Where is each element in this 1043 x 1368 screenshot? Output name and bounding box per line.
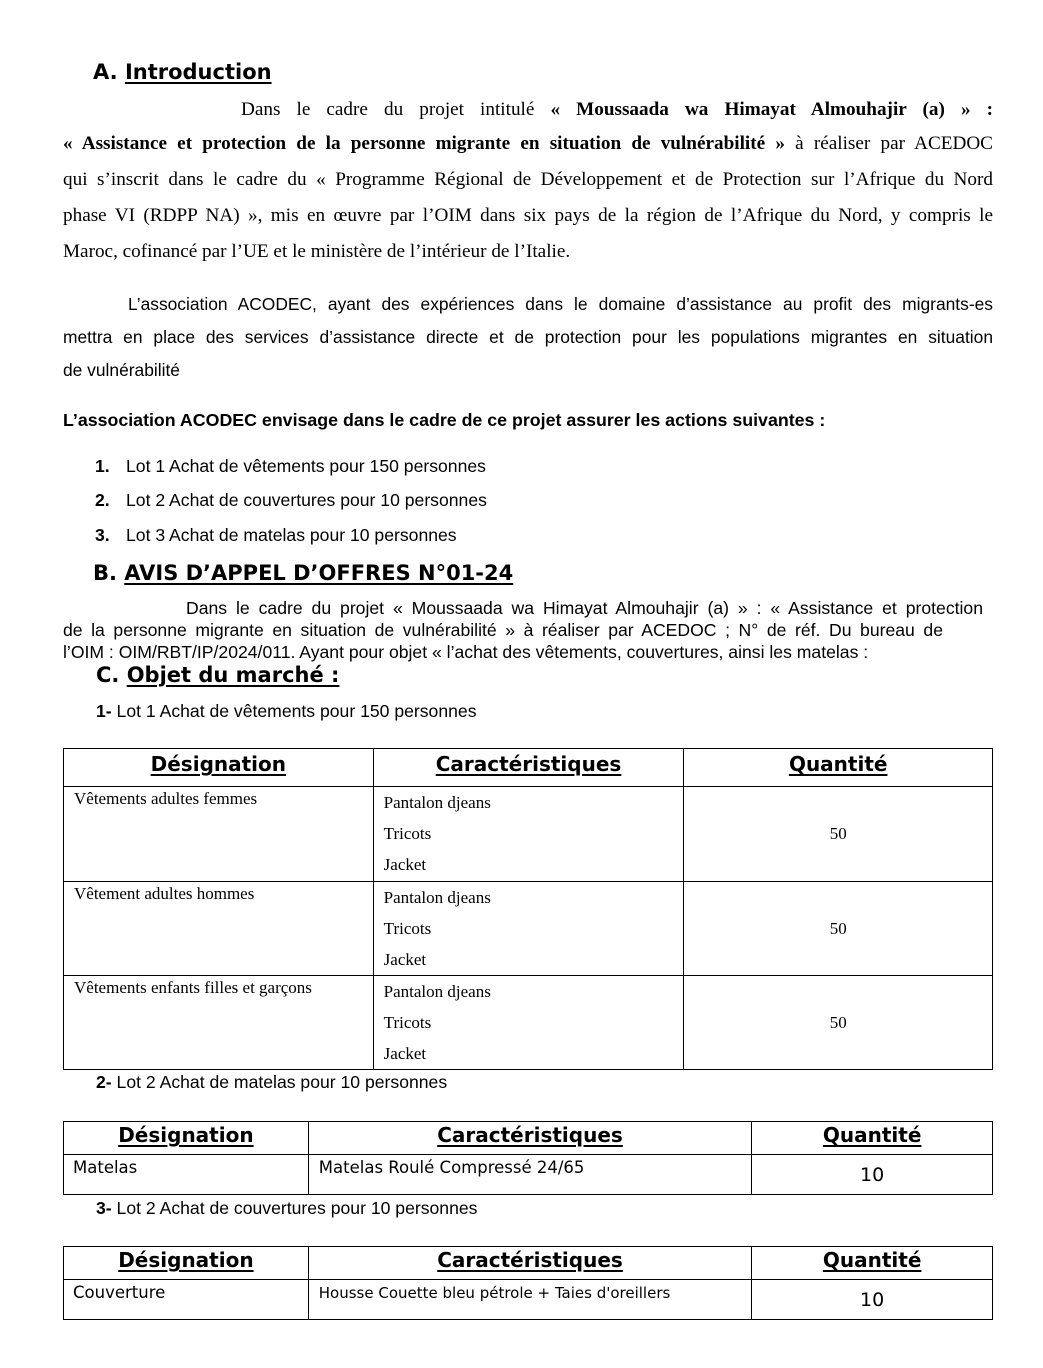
characteristics-cell [373, 976, 684, 1070]
lot1-table [63, 748, 993, 1070]
characteristics-text: Matelas Roulé Compressé 24/65 [318, 1158, 585, 1177]
table-header-row [64, 749, 993, 787]
designation-cell [64, 1280, 309, 1320]
intro-line-1 [241, 92, 993, 128]
characteristic-item: Pantalon djeans [383, 793, 491, 812]
list-item [95, 490, 487, 511]
header-caracteristiques: Caractéristiques [308, 1247, 751, 1280]
project-subtitle-bold: « Assistance et protection de la personne migrante en situation de vulnérabilité » [63, 133, 785, 154]
characteristic-item: Tricots [383, 919, 432, 938]
intro-line-2-text: à réaliser par ACEDOC [784, 133, 993, 154]
header-designation: Désignation [64, 1122, 309, 1155]
header-designation: Désignation [64, 1247, 309, 1280]
characteristics-cell [373, 882, 684, 976]
lot3-title [96, 1198, 477, 1219]
quantity-text: 10 [860, 1288, 885, 1311]
table-row [64, 976, 993, 1070]
list-item [95, 525, 457, 546]
section-c-title: Objet du marché : [126, 663, 340, 687]
header-caracteristiques: Caractéristiques [373, 749, 684, 787]
lot2-title-text: Lot 2 Achat de matelas pour 10 personnes [116, 1072, 448, 1092]
quantity-cell [752, 1155, 993, 1195]
table-row [64, 882, 993, 976]
characteristic-item: Pantalon djeans [383, 982, 491, 1001]
header-designation: Désignation [64, 749, 374, 787]
avis-line-2: de la personne migrante en situation de vulnérabilité » à réaliser par ACEDOC ; N° de réf. Du bureau de [63, 620, 943, 640]
characteristic-item: Tricots [383, 1013, 432, 1032]
table-row [64, 787, 993, 882]
header-quantite: Quantité [684, 749, 993, 787]
quantity-cell [752, 1280, 993, 1320]
intro-line-4: phase VI (RDPP NA) », mis en œuvre par l’OIM dans six pays de la région de l’Afrique du Nord, y compris le [63, 205, 993, 226]
quantity-text: 50 [829, 824, 847, 843]
lot3-number: 3- [96, 1198, 112, 1218]
characteristics-cell [308, 1155, 751, 1195]
list-number: 3. [95, 525, 110, 545]
characteristics-cell [308, 1280, 751, 1320]
lot2-table [63, 1121, 993, 1195]
designation-cell [64, 1155, 309, 1195]
acodec-line-1: L’association ACODEC, ayant des expériences dans le domaine d’assistance au profit des migrants-es [128, 294, 993, 314]
lot1-number: 1- [96, 701, 112, 721]
list-item [95, 456, 486, 477]
lot1-title [96, 701, 477, 722]
avis-line-1: Dans le cadre du projet « Moussaada wa Himayat Almouhajir (a) » : « Assistance et protection [186, 598, 983, 618]
list-number: 2. [95, 490, 110, 510]
quantity-text: 10 [860, 1163, 885, 1186]
intro-line-1-text: Dans le cadre du projet intitulé [241, 99, 551, 120]
list-text: Lot 2 Achat de couvertures pour 10 personnes [126, 490, 487, 510]
table-row [64, 1155, 993, 1195]
designation-text: Vêtements adultes femmes [74, 789, 258, 808]
acodec-line-3: de vulnérabilité [63, 360, 180, 380]
lot2-title [96, 1072, 447, 1093]
designation-text: Matelas [73, 1158, 138, 1177]
list-text: Lot 1 Achat de vêtements pour 150 personnes [126, 456, 486, 476]
characteristic-item: Jacket [383, 855, 427, 874]
table-header-row [64, 1247, 993, 1280]
lot3-table [63, 1246, 993, 1320]
list-number: 1. [95, 456, 110, 476]
section-c-heading [96, 663, 339, 687]
characteristic-item: Pantalon djeans [383, 888, 491, 907]
intro-line-3: qui s’inscrit dans le cadre du « Programme Régional de Développement et de Protection sur l’Afrique du Nord [63, 169, 993, 190]
intro-line-2 [63, 126, 993, 162]
section-b-title: AVIS D’APPEL D’OFFRES N°01-24 [124, 561, 514, 585]
lot3-title-text: Lot 2 Achat de couvertures pour 10 personnes [116, 1198, 478, 1218]
section-a-title: Introduction [124, 60, 272, 84]
intro-line-5: Maroc, cofinancé par l’UE et le ministère de l’intérieur de l’Italie. [63, 241, 571, 262]
quantity-cell [684, 976, 993, 1070]
designation-text: Vêtements enfants filles et garçons [74, 978, 312, 997]
avis-line-3: l’OIM : OIM/RBT/IP/2024/011. Ayant pour objet « l’achat des vêtements, couvertures, ainsi les matelas : [63, 642, 869, 662]
header-quantite: Quantité [752, 1122, 993, 1155]
header-caracteristiques: Caractéristiques [308, 1122, 751, 1155]
acodec-line-2: mettra en place des services d’assistance directe et de protection pour les populations migrantes en situation [63, 327, 993, 347]
characteristic-item: Tricots [383, 824, 432, 843]
lot2-number: 2- [96, 1072, 112, 1092]
designation-text: Vêtement adultes hommes [74, 884, 255, 903]
table-header-row [64, 1122, 993, 1155]
project-title-bold: « Moussaada wa Himayat Almouhajir (a) » : [550, 99, 993, 120]
characteristics-cell [373, 787, 684, 882]
characteristic-item: Jacket [383, 1044, 427, 1063]
header-quantite: Quantité [752, 1247, 993, 1280]
quantity-text: 50 [829, 1012, 847, 1032]
actions-heading: L’association ACODEC envisage dans le cadre de ce projet assurer les actions suivantes : [63, 410, 826, 430]
table-row [64, 1280, 993, 1320]
section-a-heading [93, 60, 272, 84]
section-b-letter: B. [93, 561, 117, 585]
lot1-title-text: Lot 1 Achat de vêtements pour 150 personnes [116, 701, 477, 721]
section-b-heading [93, 561, 513, 585]
list-text: Lot 3 Achat de matelas pour 10 personnes [126, 525, 457, 545]
quantity-cell [684, 882, 993, 976]
designation-text: Couverture [73, 1283, 166, 1302]
designation-cell [64, 882, 374, 976]
designation-cell [64, 787, 374, 882]
quantity-text: 50 [829, 918, 847, 938]
characteristic-item: Jacket [383, 950, 427, 969]
section-c-letter: C. [96, 663, 120, 687]
section-a-letter: A. [93, 60, 118, 84]
designation-cell [64, 976, 374, 1070]
quantity-cell [684, 787, 993, 882]
characteristics-text: Housse Couette bleu pétrole + Taies d'oreillers [318, 1284, 671, 1302]
